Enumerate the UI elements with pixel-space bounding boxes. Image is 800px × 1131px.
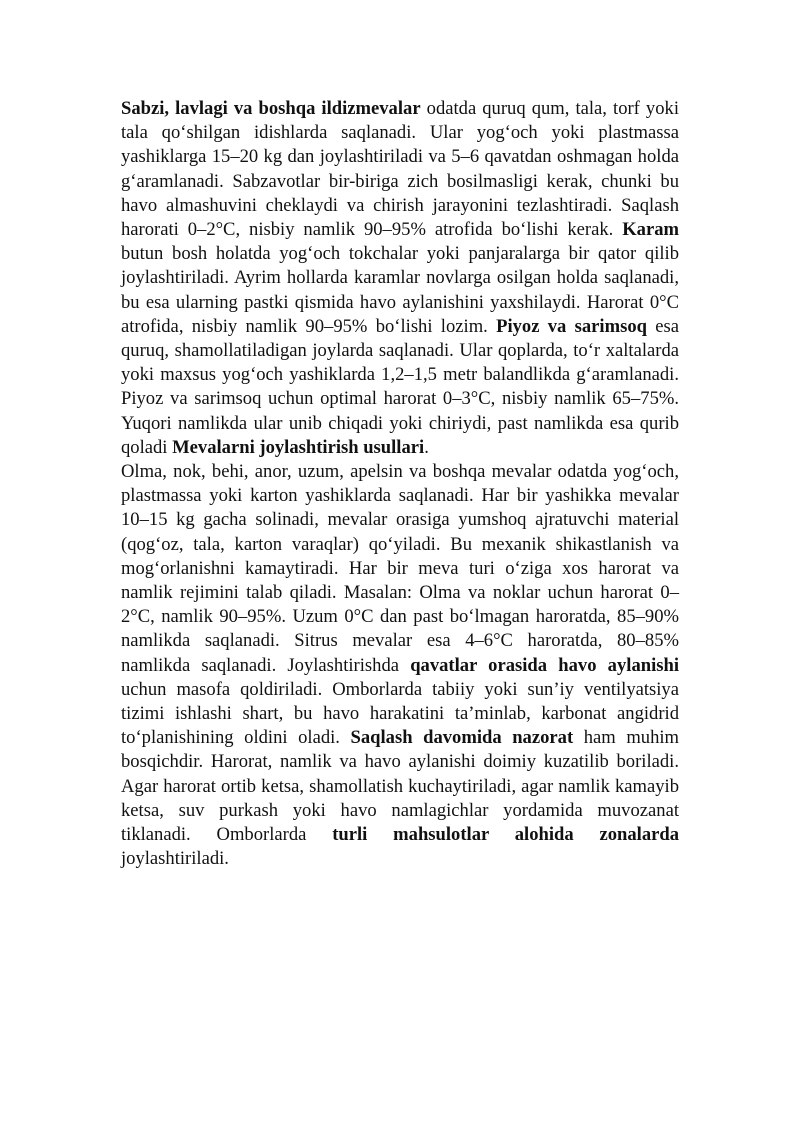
heading-cabbage: Karam <box>622 219 679 241</box>
text-span: joylashtiriladi. <box>121 848 229 870</box>
heading-fruit-placement: Mevalarni joylashtirish usullari <box>172 436 425 458</box>
text-span: odatda quruq qum, tala, torf yoki tala qo‘shilgan idishlarda saqlanadi. Ular yog‘och yoki plastmassa yashiklarga 15–20 kg dan joylashtiriladi va 5–6 qavatdan oshmagan holda g‘aramlanadi. Sabzavotlar bir-biriga zich bosilmasligi kerak, chunki bu havo almashuvini cheklaydi va chirish jarayonini tezlashtiradi. Saqlash harorati 0–2°C, nisbiy namlik 90–95% atrofida bo‘lishi kerak. <box>121 98 679 241</box>
emphasis-separate-zones: turli mahsulotlar alohida zonalarda <box>332 824 680 846</box>
paragraph-vegetable-storage <box>121 97 679 460</box>
heading-onion-garlic: Piyoz va sarimsoq <box>496 315 647 337</box>
text-span: butun bosh holatda yog‘och tokchalar yoki panjaralarga bir qator qilib joylashtiriladi. Ayrim hollarda karamlar novlarga osilgan holda saqlanadi, bu esa ularning pastki qismida havo aylanishini yaxshilaydi. Harorat 0°C atrofida, nisbiy namlik 90–95% bo‘lishi lozim. <box>121 243 679 337</box>
document-page <box>121 97 679 872</box>
text-span: ham muhim bosqichdir. Harorat, namlik va havo aylanishi doimiy kuzatilib boriladi. Agar harorat ortib ketsa, shamollatish kuchaytiriladi, agar namlik kamayib ketsa, suv purkash yoki havo namlagichlar yordamida muvozanat tiklanadi. Omborlarda <box>121 727 679 846</box>
text-span: . <box>424 436 429 458</box>
text-span: esa quruq, shamollatiladigan joylarda saqlanadi. Ular qoplarda, to‘r xaltalarda yoki maxsus yog‘och yashiklarda 1,2–1,5 metr balandlikda g‘aramlanadi. Piyoz va sarimsoq uchun optimal harorat 0–3°C, nisbiy namlik 65–75%. Yuqori namlikda ular unib chiqadi yoki chiriydi, past namlikda esa qurib qoladi <box>121 315 680 458</box>
text-span: Olma, nok, behi, anor, uzum, apelsin va boshqa mevalar odatda yog‘och, plastmassa yoki karton yashiklarda saqlanadi. Har bir yashikka mevalar 10–15 kg gacha solinadi, mevalar orasiga yumshoq ajratuvchi material (qog‘oz, tala, karton varaqlar) qo‘yiladi. Bu mexanik shikastlanish va mog‘orlanishni kamaytiradi. Har bir meva turi o‘ziga xos harorat va namlik rejimini talab qiladi. Masalan: Olma va noklar uchun harorat 0–2°C, namlik 90–95%. Uzum 0°C dan past bo‘lmagan haroratda, 85–90% namlikda saqlanadi. Sitrus mevalar esa 4–6°C haroratda, 80–85% namlikda saqlanadi. Joylashtirishda <box>121 461 679 676</box>
text-span: uchun masofa qoldiriladi. Omborlarda tabiiy yoki sun’iy ventilyatsiya tizimi ishlashi shart, bu havo harakatini ta’minlab, karbonat angidrid to‘planishining oldini oladi. <box>121 678 679 749</box>
emphasis-air-circulation: qavatlar orasida havo aylanishi <box>410 654 679 676</box>
paragraph-fruit-storage <box>121 460 679 871</box>
emphasis-storage-control: Saqlash davomida nazorat <box>350 727 574 749</box>
heading-root-vegetables: Sabzi, lavlagi va boshqa ildizmevalar <box>121 98 421 119</box>
